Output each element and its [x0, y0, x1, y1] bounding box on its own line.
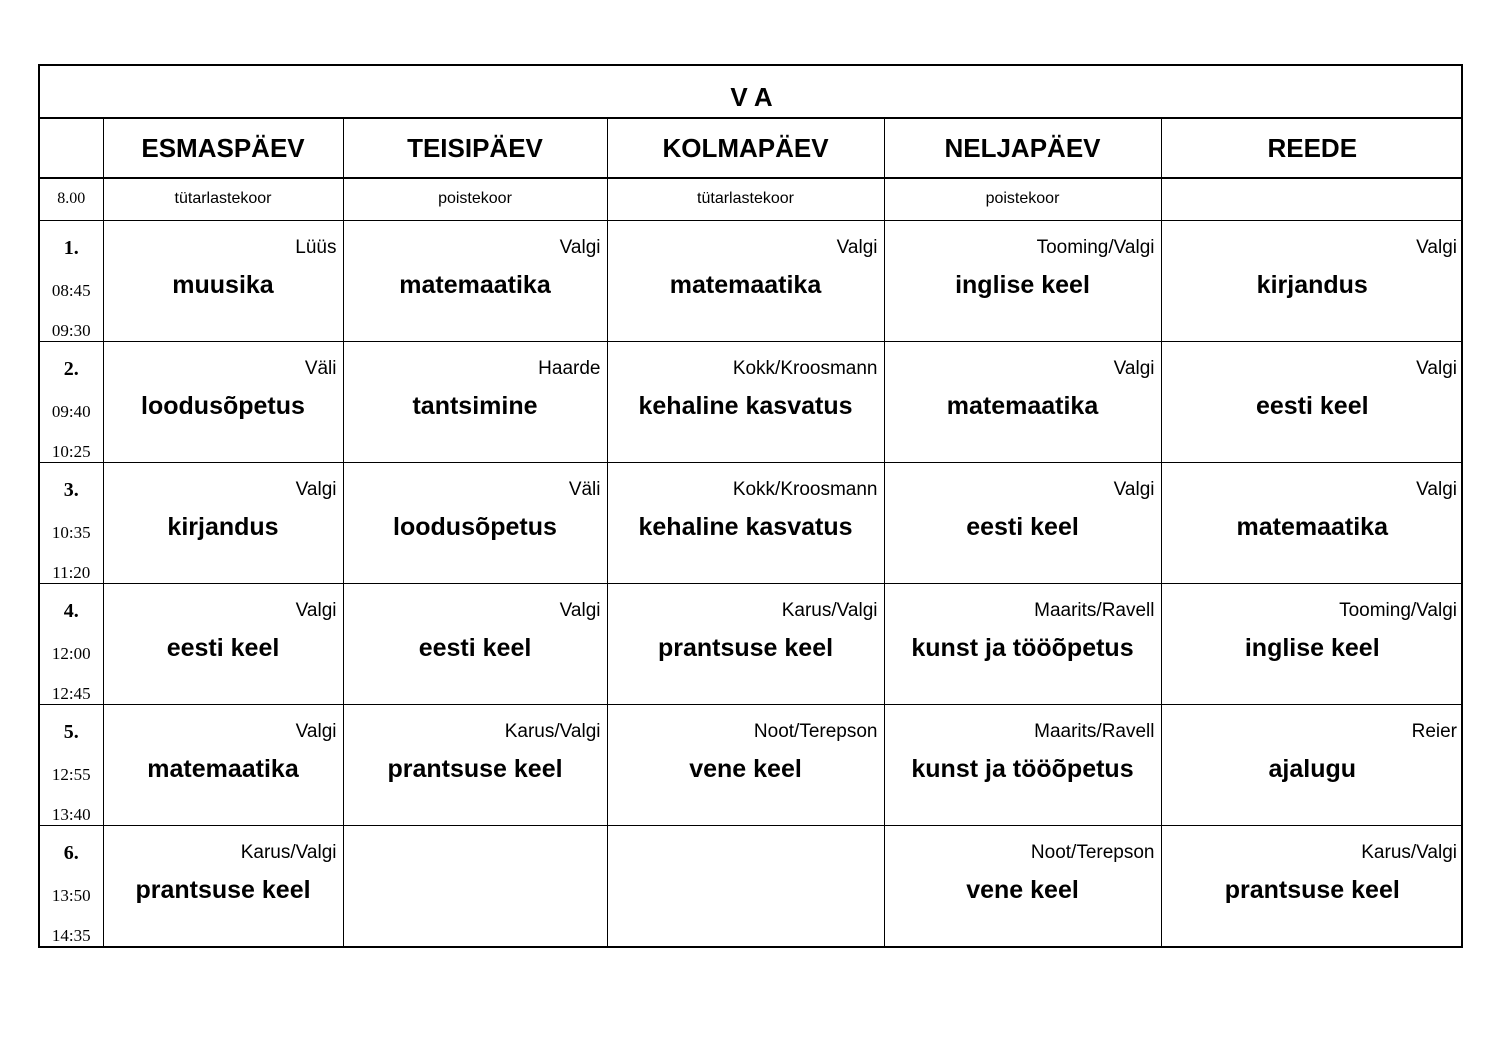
- lesson-cell-thursday: [884, 341, 1161, 462]
- lesson-row: [40, 583, 1463, 704]
- lesson-time-cell: [40, 825, 103, 946]
- title-row: [40, 66, 1463, 118]
- lesson-cell-wednesday: [607, 825, 884, 946]
- subject-name: ajalugu: [1268, 754, 1357, 783]
- lesson-start-time: 10:35: [51, 522, 91, 542]
- teacher-name: Valgi: [559, 236, 601, 258]
- subject-name: kehaline kasvatus: [638, 512, 853, 541]
- teacher-name: Valgi: [1416, 236, 1458, 258]
- lesson-cell-thursday: [884, 583, 1161, 704]
- subject-name: prantsuse keel: [657, 633, 834, 662]
- day-header-friday: REEDE: [1161, 118, 1463, 178]
- lesson-cell-tuesday: [343, 462, 607, 583]
- lesson-cell-tuesday: [343, 825, 607, 946]
- lesson-number: 5.: [63, 720, 79, 743]
- subject-name: matemaatika: [1236, 512, 1388, 541]
- teacher-name: Haarde: [538, 357, 601, 379]
- timetable-sheet: [38, 64, 1463, 948]
- subject-name: inglise keel: [955, 270, 1090, 299]
- lesson-cell-wednesday: [607, 341, 884, 462]
- lesson-time-cell: [40, 220, 103, 341]
- choir-cell-friday: [1161, 178, 1463, 220]
- subject-name: tantsimine: [412, 391, 538, 420]
- lesson-number: 4.: [63, 599, 79, 622]
- lesson-cell-friday: [1161, 341, 1463, 462]
- class-title: V A: [40, 66, 1463, 118]
- lesson-end-time: 09:30: [51, 320, 91, 340]
- lesson-cell-tuesday: [343, 220, 607, 341]
- subject-name: vene keel: [689, 754, 802, 783]
- lesson-cell-friday: [1161, 220, 1463, 341]
- lesson-row: [40, 341, 1463, 462]
- subject-name: eesti keel: [418, 633, 532, 662]
- choir-time: 8.00: [40, 178, 103, 220]
- lesson-time-cell: [40, 583, 103, 704]
- subject-name: prantsuse keel: [1224, 875, 1400, 904]
- teacher-name: Valgi: [836, 236, 878, 258]
- subject-name: eesti keel: [1255, 391, 1369, 420]
- teacher-name: Valgi: [295, 599, 337, 621]
- lesson-number: 6.: [63, 841, 79, 864]
- lesson-time-cell: [40, 462, 103, 583]
- lesson-end-time: 14:35: [51, 925, 91, 945]
- lesson-time-cell: [40, 341, 103, 462]
- lesson-cell-wednesday: [607, 583, 884, 704]
- teacher-name: Kokk/Kroosmann: [732, 478, 878, 500]
- lesson-row: [40, 704, 1463, 825]
- lesson-row: [40, 220, 1463, 341]
- lesson-cell-wednesday: [607, 704, 884, 825]
- lesson-end-time: 12:45: [51, 683, 91, 703]
- teacher-name: Väli: [568, 478, 601, 500]
- teacher-name: Valgi: [559, 599, 601, 621]
- lesson-end-time: 10:25: [51, 441, 91, 461]
- lesson-start-time: 12:55: [51, 764, 91, 784]
- subject-name: kehaline kasvatus: [638, 391, 853, 420]
- subject-name: eesti keel: [966, 512, 1079, 541]
- lesson-start-time: 13:50: [51, 885, 91, 905]
- lesson-cell-thursday: [884, 220, 1161, 341]
- lesson-cell-wednesday: [607, 462, 884, 583]
- lesson-cell-tuesday: [343, 583, 607, 704]
- lesson-cell-monday: [103, 704, 343, 825]
- subject-name: kirjandus: [1256, 270, 1368, 299]
- teacher-name: Kokk/Kroosmann: [732, 357, 878, 379]
- lesson-row: [40, 825, 1463, 946]
- subject-name: inglise keel: [1244, 633, 1380, 662]
- subject-name: kunst ja tööõpetus: [911, 633, 1134, 662]
- subject-name: loodusõpetus: [141, 391, 305, 420]
- teacher-name: Tooming/Valgi: [1339, 599, 1458, 621]
- lesson-row: [40, 462, 1463, 583]
- teacher-name: Karus/Valgi: [240, 841, 337, 863]
- day-header-row: [40, 118, 1463, 178]
- subject-name: prantsuse keel: [387, 754, 563, 783]
- subject-name: vene keel: [966, 875, 1079, 904]
- teacher-name: Väli: [304, 357, 337, 379]
- lesson-time-cell: [40, 704, 103, 825]
- teacher-name: Noot/Terepson: [1030, 841, 1155, 863]
- subject-name: kunst ja tööõpetus: [911, 754, 1134, 783]
- subject-name: matemaatika: [399, 270, 551, 299]
- choir-cell-monday: tütarlastekoor: [103, 178, 343, 220]
- lesson-cell-tuesday: [343, 704, 607, 825]
- subject-name: muusika: [172, 270, 274, 299]
- lesson-cell-thursday: [884, 825, 1161, 946]
- teacher-name: Valgi: [295, 478, 337, 500]
- teacher-name: Noot/Terepson: [753, 720, 878, 742]
- teacher-name: Karus/Valgi: [504, 720, 601, 742]
- choir-cell-thursday: poistekoor: [884, 178, 1161, 220]
- lesson-start-time: 08:45: [51, 280, 91, 300]
- subject-name: eesti keel: [166, 633, 280, 662]
- lesson-number: 1.: [63, 236, 79, 259]
- lesson-cell-friday: [1161, 825, 1463, 946]
- lesson-start-time: 12:00: [51, 643, 91, 663]
- teacher-name: Valgi: [1416, 357, 1458, 379]
- choir-cell-tuesday: poistekoor: [343, 178, 607, 220]
- day-header-thursday: NELJAPÄEV: [884, 118, 1161, 178]
- teacher-name: Valgi: [1113, 478, 1155, 500]
- timetable: [40, 66, 1463, 946]
- choir-row: [40, 178, 1463, 220]
- teacher-name: Karus/Valgi: [781, 599, 878, 621]
- lesson-cell-friday: [1161, 583, 1463, 704]
- lesson-end-time: 11:20: [52, 562, 91, 582]
- lesson-cell-monday: [103, 825, 343, 946]
- day-header-tuesday: TEISIPÄEV: [343, 118, 607, 178]
- lesson-cell-monday: [103, 583, 343, 704]
- teacher-name: Valgi: [1113, 357, 1155, 379]
- lesson-cell-monday: [103, 462, 343, 583]
- subject-name: matemaatika: [669, 270, 822, 299]
- teacher-name: Reier: [1411, 720, 1458, 742]
- lesson-cell-friday: [1161, 704, 1463, 825]
- teacher-name: Karus/Valgi: [1361, 841, 1458, 863]
- lesson-cell-monday: [103, 341, 343, 462]
- lesson-cell-wednesday: [607, 220, 884, 341]
- lesson-cell-thursday: [884, 462, 1161, 583]
- teacher-name: Valgi: [295, 720, 337, 742]
- lesson-cell-tuesday: [343, 341, 607, 462]
- lesson-cell-friday: [1161, 462, 1463, 583]
- lesson-number: 2.: [63, 357, 79, 380]
- day-header-monday: ESMASPÄEV: [103, 118, 343, 178]
- lesson-cell-monday: [103, 220, 343, 341]
- lesson-end-time: 13:40: [51, 804, 91, 824]
- subject-name: prantsuse keel: [135, 875, 311, 904]
- teacher-name: Maarits/Ravell: [1034, 599, 1155, 621]
- day-header-wednesday: KOLMAPÄEV: [607, 118, 884, 178]
- corner-cell: [40, 118, 103, 178]
- subject-name: matemaatika: [147, 754, 299, 783]
- lesson-number: 3.: [63, 478, 79, 501]
- subject-name: loodusõpetus: [393, 512, 557, 541]
- lesson-cell-thursday: [884, 704, 1161, 825]
- subject-name: matemaatika: [946, 391, 1099, 420]
- teacher-name: Maarits/Ravell: [1034, 720, 1155, 742]
- teacher-name: Lüüs: [295, 236, 337, 258]
- teacher-name: Tooming/Valgi: [1036, 236, 1155, 258]
- subject-name: kirjandus: [167, 512, 279, 541]
- choir-cell-wednesday: tütarlastekoor: [607, 178, 884, 220]
- lesson-start-time: 09:40: [51, 401, 91, 421]
- teacher-name: Valgi: [1416, 478, 1458, 500]
